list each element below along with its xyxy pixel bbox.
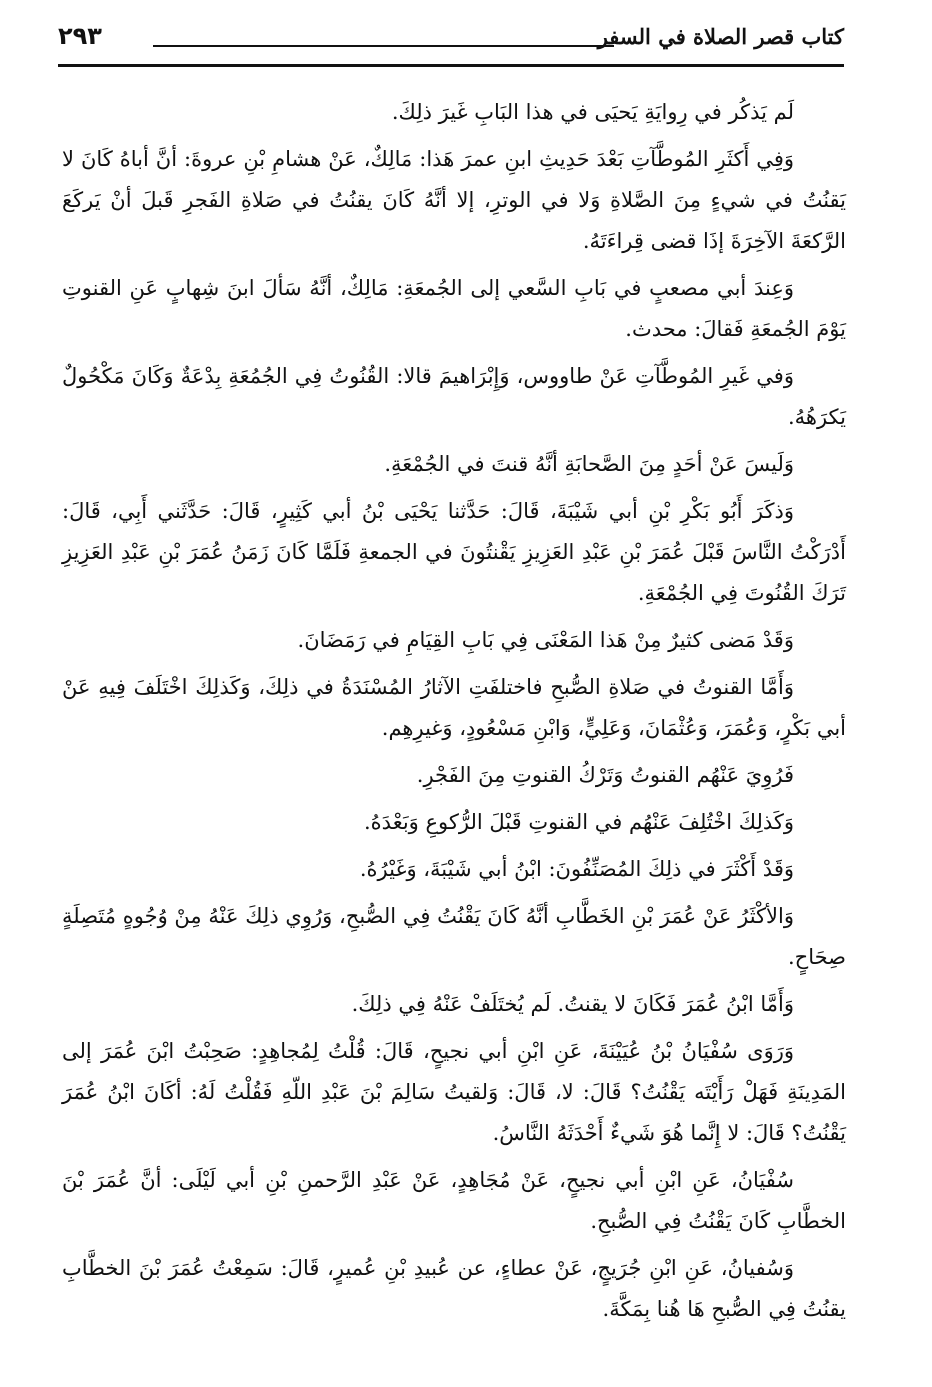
paragraph: وَكَذلِكَ اخْتُلِفَ عَنْهُم في القنوتِ قَبْلَ الرُّكوعِ وَبَعْدَهُ. [364, 810, 794, 834]
paragraph: وَفي غَيرِ المُوطَّآتِ عَنْ طاووس، وَإِبْرَاهيمَ قالا: القُنُوتُ فِي الجُمُعَةِ بِدْعَةٌ وَكَانَ مَكْحُولٌ يَكرَهُهُ. [62, 364, 846, 429]
paragraph: سُفْيَانُ، عَنِ ابْنِ أبي نجيحٍ، عَنْ مُجَاهِدٍ، عَنْ عَبْدِ الرَّحمنِ بْنِ أبي لَيْلَى: أنَّ عُمَرَ بْنَ الخطَّابِ كَانَ يَقْنُتُ فِي الصُّبحِ. [62, 1168, 846, 1233]
paragraph: وَفِي أَكثَرِ المُوطَّآتِ بَعْدَ حَدِيثِ ابنِ عمرَ هَذا: مَالِكٌ، عَنْ هشامِ بْنِ عروةَ: أنَّ أباهُ كَانَ لا يَقنُتُ في شيءٍ مِنَ الصَّلاةِ وَلا في الوترِ، إلا أنَّهُ كَانَ يقنُتُ في صَلاةِ الفَجرِ قَبلَ أنْ يَركَعَ الرَّكعَةَ الآخِرَةَ إذَا قضى قِراءَتَهُ. [62, 147, 846, 253]
header-rule [58, 64, 844, 67]
paragraph: فَرُوِيَ عَنْهُم القنوتُ وَتَرْكُ القنوتِ مِنَ الفَجْرِ. [416, 763, 794, 787]
body-text [62, 92, 846, 1367]
paragraph: وَقَدْ مَضى كثيرٌ مِنْ هَذا المَعْنَى فِي بَابِ القِيَامِ في رَمَضَانَ. [297, 628, 794, 652]
paragraph: وَأَمَّا القنوتُ في صَلاةِ الصُّبحِ فاختلفَتِ الآثارُ المُسْنَدَةُ في ذلِكَ، وَكَذلِكَ اخْتَلَفَ فِيهِ عَنْ أبي بَكْرٍ، وَعُمَرَ، وَعُثْمَانَ، وَعَلِيٍّ، وَابْنِ مَسْعُودٍ، وَغيرِهِم. [62, 675, 846, 740]
paragraph: وَعِندَ أبي مصعبٍ في بَابِ السَّعي إلى الجُمعَةِ: مَالِكٌ، أنَّهُ سَألَ ابنَ شِهابٍ عَنِ القنوتِ يَوْمَ الجُمعَةِ فَقالَ: محدث. [62, 276, 846, 341]
page-header [58, 20, 844, 68]
paragraph: وَلَيسَ عَنْ أحَدٍ مِنَ الصَّحابَةِ أنَّهُ قنتَ في الجُمْعَةِ. [384, 452, 794, 476]
paragraph: وَذكَرَ أَبُو بَكْرِ بْنِ أبي شَيْبَةَ، قَالَ: حَدَّثنا يَحْيَى بْنُ أبي كَثِيرٍ، قَالَ: حَدَّثَني أَبِي، قَالَ: أَدْرَكْتُ النَّاسَ قَبْلَ عُمَرَ بْنِ عَبْدِ العَزِيزِ يَقْنتُونَ في الجمعةِ فَلَمَّا كَانَ زَمَنُ عُمَرَ بْنِ عَبْدِ العَزِيزِ تَرَكَ القُنُوتَ فِي الجُمْعَةِ. [62, 499, 846, 605]
paragraph: لَم يَذكُر في رِوايَةِ يَحيَى في هذا البَابِ غَيرَ ذلِكَ. [391, 100, 794, 124]
paragraph: وَسُفيانُ، عَنِ ابْنِ جُرَيجٍ، عَنْ عطاءٍ، عن عُبيدِ بْنِ عُميرٍ، قَالَ: سَمِعْتُ عُمَرَ بْنَ الخطَّابِ يقنُتُ فِي الصُّبحِ هَا هُنا بِمَكَّةَ. [62, 1256, 846, 1321]
page-number: ٢٩٣ [58, 22, 102, 50]
header-line [153, 45, 614, 47]
paragraph: وَرَوَى سُفْيَانُ بْنُ عُيَيْنَةَ، عَنِ ابْنِ أبي نجيحٍ، قَالَ: قُلْتُ لِمُجاهِدٍ: صَحِبْتُ ابْنَ عُمَرَ إلى المَدِينَةِ فَهَلْ رَأَيْتَه يَقْنُتُ؟ قَالَ: لا، قَالَ: وَلقيتُ سَالِمَ بْنَ عَبْدِ اللّهِ فَقُلْتُ لَهُ: أكَانَ ابْنُ عُمَرَ يَقْنُتُ؟ قَالَ: لا إِنَّما هُوَ شَيءٌ أَحْدَثَهُ النَّاسُ. [62, 1039, 846, 1145]
paragraph: وَالأكْثَرُ عَنْ عُمَرَ بْنِ الخَطَّابِ أنَّهُ كَانَ يَقْنُتُ فِي الصُّبحِ، وَرُوِي ذلِكَ عَنْهُ مِنْ وُجُوهٍ مُتَصِلَةٍ صِحَاحٍ. [62, 904, 846, 969]
paragraph: وَأَمَّا ابْنُ عُمَرَ فَكَانَ لا يقنتُ. لَم يُختَلَفْ عَنْهُ فِي ذلِكَ. [351, 992, 794, 1016]
running-title: كتاب قصر الصلاة في السفر [597, 24, 844, 49]
paragraph: وَقَدْ أَكْثَرَ في ذلِكَ المُصَنِّفُونَ: ابْنُ أبي شَيْبَةَ، وَغَيْرُهُ. [359, 857, 794, 881]
